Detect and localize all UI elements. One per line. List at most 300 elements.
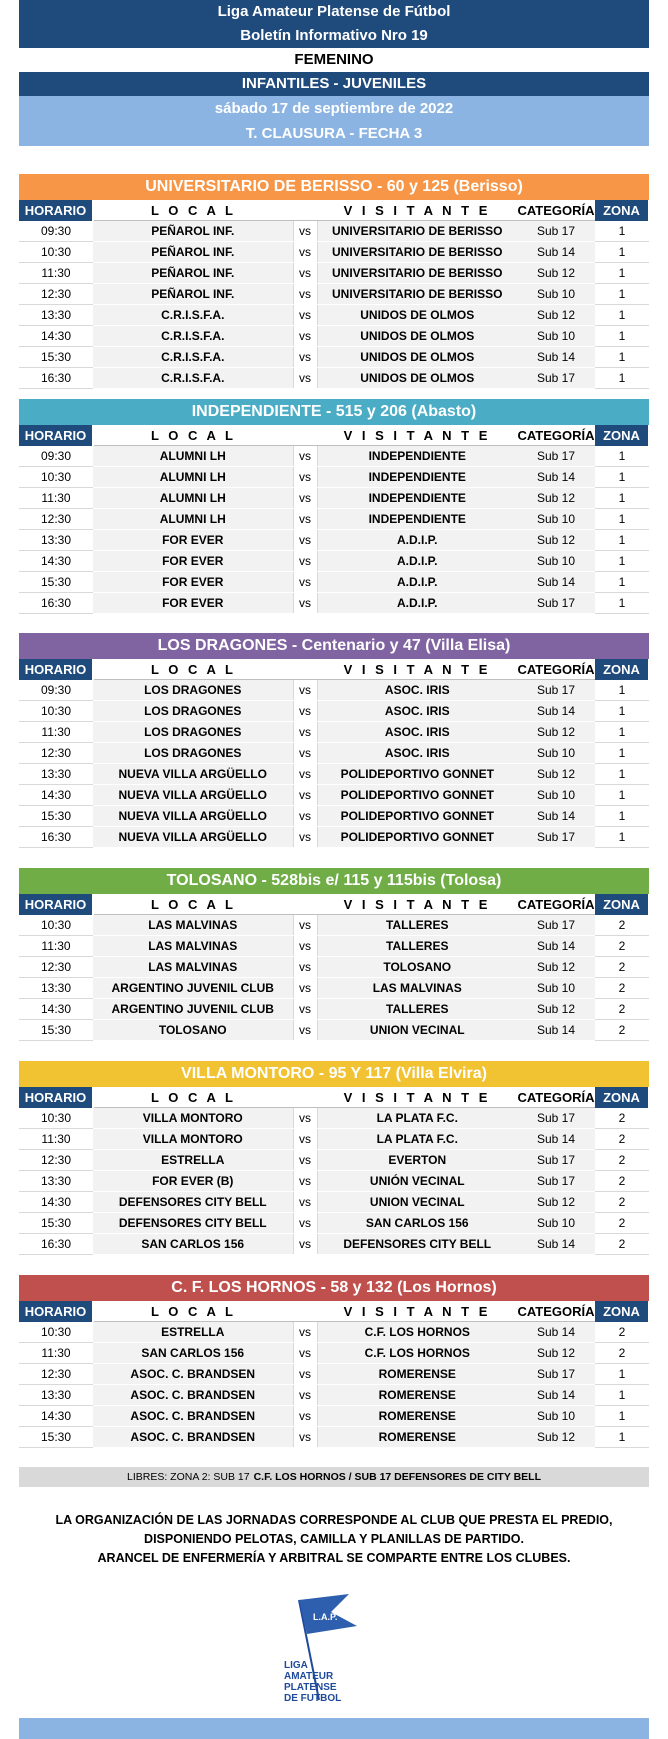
match-time: 13:30: [19, 530, 93, 551]
visitor-team: UNIÓN VECINAL: [317, 1171, 517, 1192]
match-time: 13:30: [19, 1171, 93, 1192]
venue-title: TOLOSANO - 528bis e/ 115 y 115bis (Tolosa): [19, 868, 649, 894]
vs-label: vs: [293, 1234, 317, 1255]
col-header-visitor: V I S I T A N T E: [317, 425, 517, 446]
local-team: ALUMNI LH: [93, 509, 293, 530]
match-category: Sub 10: [517, 1406, 595, 1427]
match-time: 09:30: [19, 221, 93, 242]
match-category: Sub 10: [517, 1213, 595, 1234]
match-time: 13:30: [19, 1385, 93, 1406]
col-header-vs: [293, 425, 317, 446]
local-team: TOLOSANO: [93, 1020, 293, 1041]
match-zone: 1: [595, 305, 649, 326]
logo-line: AMATEUR: [284, 1671, 334, 1682]
fixtures-table: [19, 894, 650, 1041]
match-zone: 1: [595, 446, 649, 467]
match-category: Sub 12: [517, 530, 595, 551]
match-category: Sub 17: [517, 368, 595, 389]
match-zone: 1: [595, 488, 649, 509]
local-team: ASOC. C. BRANDSEN: [93, 1427, 293, 1448]
vs-label: vs: [293, 551, 317, 572]
visitor-team: TALLERES: [317, 936, 517, 957]
match-category: Sub 10: [517, 743, 595, 764]
match-category: Sub 14: [517, 242, 595, 263]
table-row: [19, 764, 649, 785]
match-category: Sub 10: [517, 978, 595, 999]
local-team: ARGENTINO JUVENIL CLUB: [93, 978, 293, 999]
col-header-vs: [293, 200, 317, 221]
match-zone: 1: [595, 242, 649, 263]
match-time: 15:30: [19, 572, 93, 593]
local-team: ALUMNI LH: [93, 446, 293, 467]
match-zone: 1: [595, 509, 649, 530]
col-header-time: HORARIO: [19, 1301, 93, 1322]
match-category: Sub 12: [517, 957, 595, 978]
local-team: LOS DRAGONES: [93, 743, 293, 764]
match-time: 10:30: [19, 1108, 93, 1129]
match-category: Sub 14: [517, 1234, 595, 1255]
match-category: Sub 17: [517, 680, 595, 701]
match-time: 16:30: [19, 1234, 93, 1255]
match-category: Sub 10: [517, 785, 595, 806]
categories-label: INFANTILES - JUVENILES: [19, 72, 649, 96]
visitor-team: INDEPENDIENTE: [317, 446, 517, 467]
match-zone: 1: [595, 368, 649, 389]
col-header-time: HORARIO: [19, 894, 93, 915]
vs-label: vs: [293, 680, 317, 701]
match-category: Sub 12: [517, 305, 595, 326]
vs-label: vs: [293, 284, 317, 305]
table-row: [19, 936, 649, 957]
match-category: Sub 14: [517, 572, 595, 593]
col-header-zone: ZONA: [595, 425, 649, 446]
match-category: Sub 14: [517, 1322, 595, 1343]
match-zone: 1: [595, 467, 649, 488]
table-row: [19, 743, 649, 764]
visitor-team: A.D.I.P.: [317, 593, 517, 614]
match-category: Sub 17: [517, 1150, 595, 1171]
match-zone: 1: [595, 680, 649, 701]
local-team: LAS MALVINAS: [93, 915, 293, 936]
vs-label: vs: [293, 326, 317, 347]
match-zone: 1: [595, 743, 649, 764]
visitor-team: INDEPENDIENTE: [317, 509, 517, 530]
local-team: C.R.I.S.F.A.: [93, 305, 293, 326]
vs-label: vs: [293, 978, 317, 999]
visitor-team: A.D.I.P.: [317, 530, 517, 551]
match-zone: 2: [595, 957, 649, 978]
match-time: 12:30: [19, 1150, 93, 1171]
table-header-row: [19, 894, 649, 915]
match-zone: 2: [595, 1171, 649, 1192]
logo-line: PLATENSE: [284, 1682, 337, 1693]
match-time: 12:30: [19, 284, 93, 305]
vs-label: vs: [293, 785, 317, 806]
note-line: ARANCEL DE ENFERMERÍA Y ARBITRAL SE COMPARTE ENTRE LOS CLUBES.: [97, 1551, 571, 1565]
venue-block: [19, 1061, 649, 1255]
match-category: Sub 12: [517, 1427, 595, 1448]
col-header-category: CATEGORÍA: [517, 894, 595, 915]
match-zone: 1: [595, 764, 649, 785]
match-time: 11:30: [19, 1129, 93, 1150]
match-time: 16:30: [19, 593, 93, 614]
visitor-team: INDEPENDIENTE: [317, 488, 517, 509]
local-team: LOS DRAGONES: [93, 680, 293, 701]
col-header-visitor: V I S I T A N T E: [317, 894, 517, 915]
table-row: [19, 1108, 649, 1129]
match-category: Sub 12: [517, 722, 595, 743]
table-row: [19, 1150, 649, 1171]
match-category: Sub 17: [517, 827, 595, 848]
gender-label: FEMENINO: [19, 48, 649, 72]
match-category: Sub 17: [517, 1171, 595, 1192]
visitor-team: C.F. LOS HORNOS: [317, 1322, 517, 1343]
table-row: [19, 680, 649, 701]
col-header-local: L O C A L: [93, 1087, 293, 1108]
match-category: Sub 12: [517, 764, 595, 785]
vs-label: vs: [293, 263, 317, 284]
table-row: [19, 347, 649, 368]
match-time: 10:30: [19, 701, 93, 722]
match-zone: 1: [595, 593, 649, 614]
venue-title: LOS DRAGONES - Centenario y 47 (Villa Elisa): [19, 633, 649, 659]
table-row: [19, 1171, 649, 1192]
visitor-team: UNIVERSITARIO DE BERISSO: [317, 242, 517, 263]
col-header-time: HORARIO: [19, 1087, 93, 1108]
vs-label: vs: [293, 1171, 317, 1192]
col-header-time: HORARIO: [19, 425, 93, 446]
table-row: [19, 509, 649, 530]
table-row: [19, 1213, 649, 1234]
vs-label: vs: [293, 1406, 317, 1427]
vs-label: vs: [293, 999, 317, 1020]
table-row: [19, 999, 649, 1020]
vs-label: vs: [293, 347, 317, 368]
match-time: 15:30: [19, 1213, 93, 1234]
local-team: ASOC. C. BRANDSEN: [93, 1364, 293, 1385]
fixtures-table: [19, 1087, 650, 1255]
match-time: 15:30: [19, 347, 93, 368]
col-header-vs: [293, 1301, 317, 1322]
venue-block: [19, 1275, 649, 1448]
note-line: DISPONIENDO PELOTAS, CAMILLA Y PLANILLAS DE PARTIDO.: [144, 1532, 524, 1546]
venue-title: UNIVERSITARIO DE BERISSO - 60 y 125 (Berisso): [19, 174, 649, 200]
vs-label: vs: [293, 806, 317, 827]
match-zone: 2: [595, 999, 649, 1020]
local-team: PEÑAROL INF.: [93, 242, 293, 263]
col-header-vs: [293, 1087, 317, 1108]
vs-label: vs: [293, 1343, 317, 1364]
local-team: DEFENSORES CITY BELL: [93, 1192, 293, 1213]
vs-label: vs: [293, 446, 317, 467]
visitor-team: EVERTON: [317, 1150, 517, 1171]
local-team: PEÑAROL INF.: [93, 221, 293, 242]
visitor-team: DEFENSORES CITY BELL: [317, 1234, 517, 1255]
vs-label: vs: [293, 530, 317, 551]
table-row: [19, 467, 649, 488]
visitor-team: POLIDEPORTIVO GONNET: [317, 785, 517, 806]
table-row: [19, 1427, 649, 1448]
match-category: Sub 14: [517, 1385, 595, 1406]
visitor-team: C.F. LOS HORNOS: [317, 1343, 517, 1364]
table-row: [19, 1364, 649, 1385]
vs-label: vs: [293, 743, 317, 764]
match-zone: 2: [595, 1129, 649, 1150]
table-row: [19, 1129, 649, 1150]
match-zone: 2: [595, 978, 649, 999]
vs-label: vs: [293, 1322, 317, 1343]
vs-label: vs: [293, 764, 317, 785]
visitor-team: ROMERENSE: [317, 1385, 517, 1406]
libres-prefix: LIBRES: ZONA 2: SUB 17: [127, 1471, 250, 1483]
table-row: [19, 1406, 649, 1427]
col-header-local: L O C A L: [93, 425, 293, 446]
table-row: [19, 827, 649, 848]
venue-title: C. F. LOS HORNOS - 58 y 132 (Los Hornos): [19, 1275, 649, 1301]
match-time: 13:30: [19, 978, 93, 999]
match-category: Sub 12: [517, 999, 595, 1020]
vs-label: vs: [293, 936, 317, 957]
local-team: NUEVA VILLA ARGÜELLO: [93, 764, 293, 785]
vs-label: vs: [293, 368, 317, 389]
local-team: ALUMNI LH: [93, 467, 293, 488]
tournament-label: T. CLAUSURA - FECHA 3: [19, 121, 649, 146]
match-zone: 1: [595, 221, 649, 242]
match-category: Sub 14: [517, 701, 595, 722]
visitor-team: A.D.I.P.: [317, 551, 517, 572]
vs-label: vs: [293, 1192, 317, 1213]
vs-label: vs: [293, 242, 317, 263]
visitor-team: POLIDEPORTIVO GONNET: [317, 806, 517, 827]
visitor-team: ASOC. IRIS: [317, 680, 517, 701]
local-team: FOR EVER: [93, 572, 293, 593]
vs-label: vs: [293, 509, 317, 530]
table-row: [19, 221, 649, 242]
vs-label: vs: [293, 467, 317, 488]
visitor-team: LA PLATA F.C.: [317, 1108, 517, 1129]
match-zone: 1: [595, 1427, 649, 1448]
match-category: Sub 14: [517, 806, 595, 827]
col-header-visitor: V I S I T A N T E: [317, 659, 517, 680]
table-row: [19, 1192, 649, 1213]
flag-text: L.A.P.: [313, 1612, 338, 1622]
match-category: Sub 17: [517, 446, 595, 467]
table-header-row: [19, 659, 649, 680]
league-name: Liga Amateur Platense de Fútbol: [217, 3, 451, 20]
table-row: [19, 701, 649, 722]
local-team: PEÑAROL INF.: [93, 263, 293, 284]
table-row: [19, 915, 649, 936]
table-row: [19, 263, 649, 284]
col-header-category: CATEGORÍA: [517, 659, 595, 680]
match-category: Sub 12: [517, 488, 595, 509]
match-category: Sub 17: [517, 593, 595, 614]
table-row: [19, 722, 649, 743]
vs-label: vs: [293, 1108, 317, 1129]
match-zone: 1: [595, 263, 649, 284]
col-header-time: HORARIO: [19, 659, 93, 680]
match-zone: 1: [595, 722, 649, 743]
libres-bar: [19, 1467, 649, 1487]
col-header-category: CATEGORÍA: [517, 425, 595, 446]
local-team: FOR EVER (B): [93, 1171, 293, 1192]
bulletin-header: [19, 0, 649, 48]
local-team: NUEVA VILLA ARGÜELLO: [93, 806, 293, 827]
match-zone: 2: [595, 1234, 649, 1255]
logo-line: LIGA: [284, 1660, 308, 1671]
local-team: FOR EVER: [93, 551, 293, 572]
match-category: Sub 14: [517, 936, 595, 957]
match-time: 14:30: [19, 326, 93, 347]
vs-label: vs: [293, 701, 317, 722]
match-time: 14:30: [19, 785, 93, 806]
visitor-team: SAN CARLOS 156: [317, 1213, 517, 1234]
match-zone: 2: [595, 1192, 649, 1213]
vs-label: vs: [293, 827, 317, 848]
local-team: LOS DRAGONES: [93, 701, 293, 722]
match-time: 15:30: [19, 1020, 93, 1041]
match-category: Sub 17: [517, 1364, 595, 1385]
vs-label: vs: [293, 305, 317, 326]
table-row: [19, 785, 649, 806]
visitor-team: A.D.I.P.: [317, 572, 517, 593]
bulletin-number: Boletín Informativo Nro 19: [240, 27, 428, 44]
table-row: [19, 957, 649, 978]
match-zone: 1: [595, 827, 649, 848]
match-zone: 1: [595, 284, 649, 305]
local-team: ASOC. C. BRANDSEN: [93, 1385, 293, 1406]
col-header-local: L O C A L: [93, 1301, 293, 1322]
col-header-local: L O C A L: [93, 894, 293, 915]
match-category: Sub 12: [517, 263, 595, 284]
col-header-category: CATEGORÍA: [517, 200, 595, 221]
vs-label: vs: [293, 1364, 317, 1385]
table-row: [19, 1385, 649, 1406]
col-header-zone: ZONA: [595, 894, 649, 915]
match-time: 11:30: [19, 263, 93, 284]
table-header-row: [19, 1301, 649, 1322]
venue-block: [19, 174, 649, 389]
table-row: [19, 1234, 649, 1255]
venue-block: [19, 399, 649, 614]
fixtures-table: [19, 659, 650, 848]
table-row: [19, 1343, 649, 1364]
match-category: Sub 14: [517, 1020, 595, 1041]
col-header-category: CATEGORÍA: [517, 1087, 595, 1108]
col-header-local: L O C A L: [93, 200, 293, 221]
vs-label: vs: [293, 1427, 317, 1448]
local-team: ESTRELLA: [93, 1322, 293, 1343]
match-time: 11:30: [19, 936, 93, 957]
match-time: 16:30: [19, 368, 93, 389]
match-zone: 1: [595, 1406, 649, 1427]
visitor-team: UNIVERSITARIO DE BERISSO: [317, 284, 517, 305]
local-team: DEFENSORES CITY BELL: [93, 1213, 293, 1234]
local-team: LOS DRAGONES: [93, 722, 293, 743]
match-zone: 1: [595, 1385, 649, 1406]
match-zone: 2: [595, 1150, 649, 1171]
match-time: 10:30: [19, 915, 93, 936]
col-header-zone: ZONA: [595, 200, 649, 221]
match-category: Sub 10: [517, 326, 595, 347]
local-team: SAN CARLOS 156: [93, 1343, 293, 1364]
logo-caption: [284, 1660, 341, 1704]
visitor-team: UNIDOS DE OLMOS: [317, 326, 517, 347]
match-zone: 1: [595, 347, 649, 368]
match-time: 13:30: [19, 764, 93, 785]
table-row: [19, 1020, 649, 1041]
venue-title: VILLA MONTORO - 95 Y 117 (Villa Elvira): [19, 1061, 649, 1087]
match-category: Sub 17: [517, 915, 595, 936]
match-category: Sub 14: [517, 1129, 595, 1150]
local-team: ALUMNI LH: [93, 488, 293, 509]
col-header-time: HORARIO: [19, 200, 93, 221]
col-header-visitor: V I S I T A N T E: [317, 1301, 517, 1322]
table-row: [19, 978, 649, 999]
table-row: [19, 446, 649, 467]
local-team: NUEVA VILLA ARGÜELLO: [93, 785, 293, 806]
match-time: 14:30: [19, 551, 93, 572]
local-team: C.R.I.S.F.A.: [93, 347, 293, 368]
match-time: 13:30: [19, 305, 93, 326]
venue-block: [19, 868, 649, 1041]
local-team: ASOC. C. BRANDSEN: [93, 1406, 293, 1427]
local-team: LAS MALVINAS: [93, 957, 293, 978]
vs-label: vs: [293, 221, 317, 242]
match-zone: 1: [595, 701, 649, 722]
match-time: 10:30: [19, 1322, 93, 1343]
table-row: [19, 551, 649, 572]
match-zone: 2: [595, 1322, 649, 1343]
visitor-team: TALLERES: [317, 915, 517, 936]
visitor-team: UNIDOS DE OLMOS: [317, 305, 517, 326]
match-zone: 1: [595, 530, 649, 551]
table-row: [19, 593, 649, 614]
col-header-vs: [293, 894, 317, 915]
table-header-row: [19, 200, 649, 221]
table-row: [19, 305, 649, 326]
match-category: Sub 12: [517, 1192, 595, 1213]
match-zone: 1: [595, 785, 649, 806]
footer-bar: [19, 1718, 649, 1739]
venue-block: [19, 633, 649, 848]
vs-label: vs: [293, 957, 317, 978]
match-time: 15:30: [19, 1427, 93, 1448]
col-header-category: CATEGORÍA: [517, 1301, 595, 1322]
match-zone: 1: [595, 551, 649, 572]
col-header-vs: [293, 659, 317, 680]
match-category: Sub 10: [517, 509, 595, 530]
visitor-team: UNIDOS DE OLMOS: [317, 368, 517, 389]
match-time: 12:30: [19, 509, 93, 530]
visitor-team: UNION VECINAL: [317, 1192, 517, 1213]
table-row: [19, 1322, 649, 1343]
vs-label: vs: [293, 1020, 317, 1041]
match-time: 12:30: [19, 1364, 93, 1385]
visitor-team: TOLOSANO: [317, 957, 517, 978]
bulletin: [19, 0, 649, 1704]
match-category: Sub 10: [517, 551, 595, 572]
visitor-team: UNIDOS DE OLMOS: [317, 347, 517, 368]
local-team: FOR EVER: [93, 593, 293, 614]
fixtures-table: [19, 1301, 650, 1448]
match-category: Sub 10: [517, 284, 595, 305]
match-date: sábado 17 de septiembre de 2022: [19, 96, 649, 121]
table-row: [19, 530, 649, 551]
vs-label: vs: [293, 1213, 317, 1234]
col-header-visitor: V I S I T A N T E: [317, 200, 517, 221]
col-header-local: L O C A L: [93, 659, 293, 680]
